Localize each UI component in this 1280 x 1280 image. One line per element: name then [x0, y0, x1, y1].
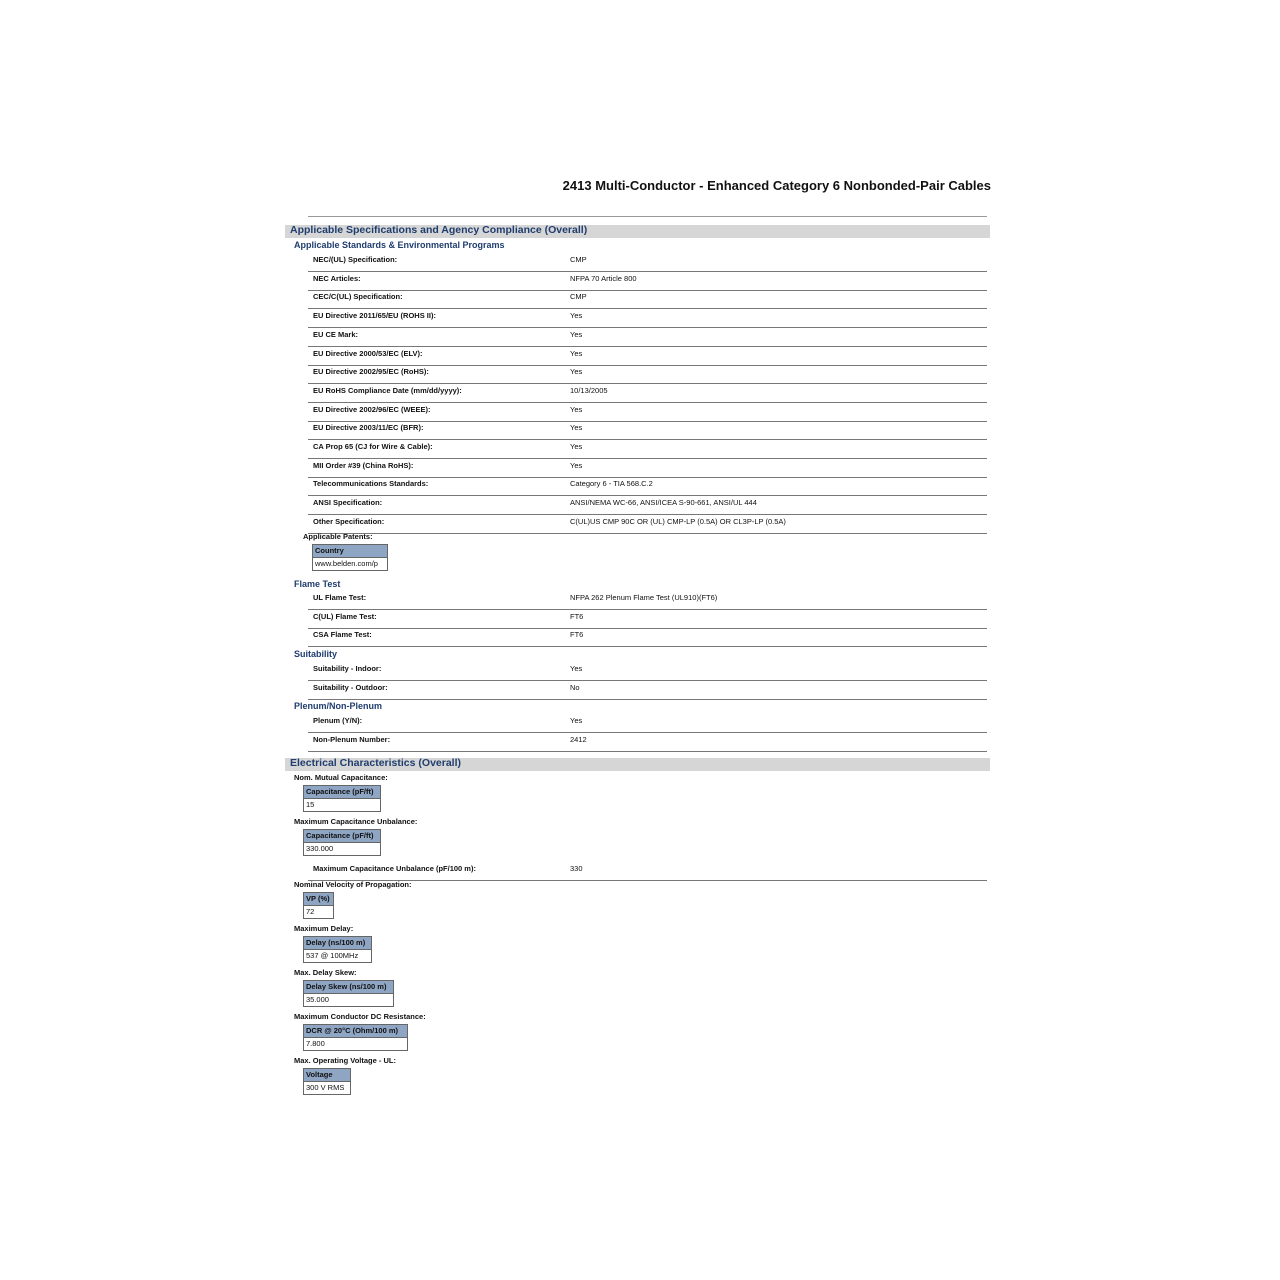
- row-key: UL Flame Test:: [313, 593, 367, 602]
- row-key: NEC Articles:: [313, 273, 361, 283]
- row-value: FT6: [570, 630, 584, 640]
- standards-row: [308, 365, 987, 384]
- section-bar-electrical: [285, 758, 990, 771]
- row-value: Yes: [570, 716, 583, 725]
- row-value: 2412: [570, 734, 587, 744]
- capacitance-unbalance-row: [308, 862, 987, 881]
- row-value: NFPA 70 Article 800: [570, 273, 637, 283]
- mutual-capacitance-label: Nom. Mutual Capacitance:: [294, 773, 388, 782]
- row-key: CEC/C(UL) Specification:: [313, 292, 403, 302]
- row-value: Yes: [570, 442, 583, 451]
- row-value: Yes: [570, 404, 583, 414]
- vop-value: 72: [304, 905, 333, 918]
- row-key: EU RoHS Compliance Date (mm/dd/yyyy):: [313, 385, 462, 395]
- row-key: Suitability - Indoor:: [313, 664, 382, 673]
- row-key: CSA Flame Test:: [313, 630, 372, 640]
- dc-resistance-header: DCR @ 20°C (Ohm/100 m): [304, 1025, 407, 1037]
- vop-label: Nominal Velocity of Propagation:: [294, 880, 412, 889]
- standards-row: [308, 272, 987, 291]
- mutual-capacitance-header: Capacitance (pF/ft): [304, 786, 380, 798]
- standards-row: [308, 253, 987, 272]
- subheading-standards: Applicable Standards & Environmental Programs: [294, 240, 505, 250]
- standards-row: [308, 290, 987, 309]
- row-key: EU Directive 2003/11/EC (BFR):: [313, 423, 424, 433]
- operating-voltage-header: Voltage: [304, 1069, 350, 1081]
- max-delay-header: Delay (ns/100 m): [304, 937, 371, 949]
- row-value: 10/13/2005: [570, 385, 608, 395]
- row-value: No: [570, 682, 580, 692]
- suitability-row: [308, 662, 987, 681]
- operating-voltage-label: Max. Operating Voltage - UL:: [294, 1056, 396, 1065]
- standards-row: [308, 440, 987, 459]
- standards-row: [308, 459, 987, 478]
- row-key: MII Order #39 (China RoHS):: [313, 460, 414, 470]
- row-key: Non-Plenum Number:: [313, 734, 391, 744]
- vop-table: [303, 892, 334, 919]
- capacitance-unbalance-table: [303, 829, 381, 856]
- delay-skew-label: Max. Delay Skew:: [294, 968, 357, 977]
- plenum-row: [308, 733, 987, 752]
- mutual-capacitance-value: 15: [304, 798, 380, 811]
- row-key: ANSI Specification:: [313, 498, 383, 508]
- standards-row: [308, 384, 987, 403]
- standards-row: [308, 403, 987, 422]
- capacitance-unbalance-label: Maximum Capacitance Unbalance:: [294, 817, 418, 826]
- delay-skew-value: 35.000: [304, 993, 393, 1006]
- standards-row: [308, 421, 987, 440]
- row-key: Suitability - Outdoor:: [313, 682, 388, 692]
- delay-skew-table: [303, 980, 394, 1007]
- suitability-row: [308, 681, 987, 700]
- capacitance-unbalance-header: Capacitance (pF/ft): [304, 830, 380, 842]
- flame-row: [308, 610, 987, 629]
- row-value: Yes: [570, 664, 583, 673]
- document-title: 2413 Multi-Conductor - Enhanced Category 6 Nonbonded-Pair Cables: [562, 178, 991, 193]
- row-value: Yes: [570, 329, 583, 339]
- row-key: C(UL) Flame Test:: [313, 611, 377, 621]
- row-value: Yes: [570, 423, 583, 433]
- row-value: Yes: [570, 460, 583, 470]
- standards-row: [308, 515, 987, 534]
- vop-header: VP (%): [304, 893, 333, 905]
- operating-voltage-table: [303, 1068, 351, 1095]
- max-delay-value: 537 @ 100MHz: [304, 949, 371, 962]
- subheading-plenum: Plenum/Non-Plenum: [294, 701, 383, 711]
- row-value: 330: [570, 864, 583, 873]
- max-delay-table: [303, 936, 372, 963]
- row-value: C(UL)US CMP 90C OR (UL) CMP-LP (0.5A) OR CL3P-LP (0.5A): [570, 516, 786, 526]
- row-key: Other Specification:: [313, 516, 385, 526]
- flame-row: [308, 628, 987, 647]
- capacitance-unbalance-value: 330.000: [304, 842, 380, 855]
- row-value: NFPA 262 Plenum Flame Test (UL910)(FT6): [570, 593, 718, 602]
- section-bar-specifications: [285, 225, 990, 238]
- section-title-specifications: Applicable Specifications and Agency Compliance (Overall): [290, 224, 588, 236]
- row-key: EU Directive 2000/53/EC (ELV):: [313, 348, 423, 358]
- row-key: EU CE Mark:: [313, 329, 359, 339]
- max-delay-label: Maximum Delay:: [294, 924, 354, 933]
- standards-row: [308, 477, 987, 496]
- subheading-flame-test: Flame Test: [294, 579, 341, 589]
- row-value: FT6: [570, 611, 584, 621]
- patents-table: [312, 544, 388, 571]
- dc-resistance-label: Maximum Conductor DC Resistance:: [294, 1012, 426, 1021]
- row-value: ANSI/NEMA WC-66, ANSI/ICEA S-90-661, ANSI/UL 444: [570, 498, 757, 508]
- row-key: Plenum (Y/N):: [313, 716, 363, 725]
- section-title-electrical: Electrical Characteristics (Overall): [290, 757, 462, 769]
- row-value: Yes: [570, 348, 583, 358]
- patents-header: Country: [313, 545, 387, 557]
- mutual-capacitance-table: [303, 785, 381, 812]
- standards-row: [308, 328, 987, 347]
- dc-resistance-table: [303, 1024, 408, 1051]
- row-key: EU Directive 2002/95/EC (RoHS):: [313, 367, 429, 377]
- title-divider: [308, 216, 987, 217]
- row-value: Yes: [570, 311, 583, 321]
- row-key: Telecommunications Standards:: [313, 479, 429, 489]
- standards-row: [308, 309, 987, 328]
- standards-row: [308, 496, 987, 515]
- row-key: EU Directive 2011/65/EU (ROHS II):: [313, 311, 436, 321]
- operating-voltage-value: 300 V RMS: [304, 1081, 350, 1094]
- row-key: NEC/(UL) Specification:: [313, 255, 398, 264]
- standards-row: [308, 347, 987, 366]
- flame-row: [308, 591, 987, 610]
- dc-resistance-value: 7.800: [304, 1037, 407, 1050]
- row-key: CA Prop 65 (CJ for Wire & Cable):: [313, 442, 433, 451]
- row-value: CMP: [570, 255, 587, 264]
- delay-skew-header: Delay Skew (ns/100 m): [304, 981, 393, 993]
- row-value: Yes: [570, 367, 583, 377]
- row-key: EU Directive 2002/96/EC (WEEE):: [313, 404, 431, 414]
- row-value: CMP: [570, 292, 587, 302]
- plenum-row: [308, 714, 987, 733]
- row-key: Maximum Capacitance Unbalance (pF/100 m):: [313, 864, 476, 873]
- patents-label: Applicable Patents:: [303, 532, 373, 541]
- patents-value: www.belden.com/p: [313, 557, 387, 570]
- row-value: Category 6 - TIA 568.C.2: [570, 479, 653, 489]
- subheading-suitability: Suitability: [294, 649, 338, 659]
